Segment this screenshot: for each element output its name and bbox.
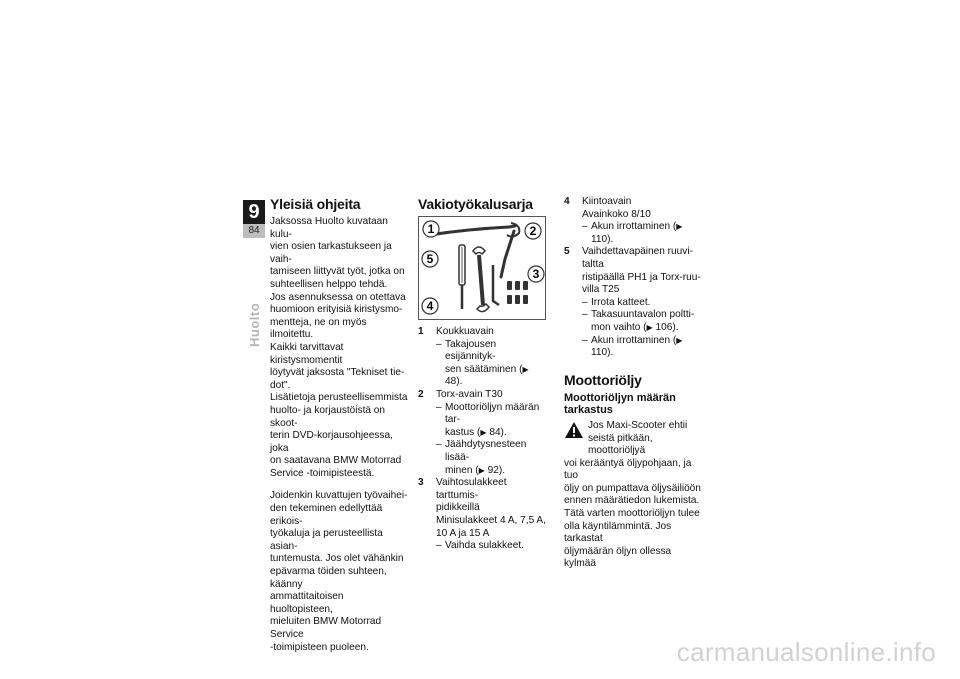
tool-usage: [582, 297, 704, 310]
text-line: mieluiten BMW Motorrad Service: [270, 616, 382, 640]
text-line: huomioon erityisiä kiristysmo-: [270, 304, 403, 316]
subheading-line: tarkastus: [564, 404, 613, 417]
text-line: huolto- ja korjaustöistä on skoot-: [270, 404, 386, 429]
tool-usage: [436, 402, 546, 440]
tool-usage-line: [591, 297, 704, 310]
tool-usage-text: [445, 439, 546, 477]
tool-item-line: ristipäällä PH1 ja Torx-ruu-: [582, 271, 701, 283]
tool-usage-line: [591, 309, 704, 322]
tool-usage-line-text: Moottoriöljyn määrän tar-: [445, 401, 540, 426]
tool-item-line: villa T25: [582, 284, 620, 296]
tool-item-body: [436, 389, 546, 477]
tool-item-number: 3: [418, 477, 424, 489]
warning-line: Jos Maxi-Scooter ehtii: [588, 419, 688, 431]
text-line: vien osien tarkastukseen ja vaih-: [270, 241, 392, 265]
tool-usage: [582, 221, 704, 246]
tool-usage-text: [445, 402, 546, 440]
reference-arrow-icon: ▶: [478, 465, 485, 475]
dash-marker: –: [582, 221, 588, 233]
text-line: Jaksossa Huolto kuvataan kulu-: [270, 216, 388, 240]
chapter-side-label: Huolto: [247, 302, 262, 347]
column-general-instructions: [270, 196, 408, 654]
dash-marker: –: [582, 334, 588, 346]
warning-triangle-icon: [564, 421, 584, 439]
text-line: työkaluja ja perusteellista asian-: [270, 528, 383, 552]
text-line: Service -toimipisteestä.: [270, 467, 375, 479]
tool-item-number: 4: [564, 196, 570, 207]
tool-usage: [436, 439, 546, 477]
tool-item-line: Minisulakkeet 4 A, 7,5 A,: [436, 514, 546, 526]
tool-item-line: Vaihtosulakkeet tarttumis-: [436, 477, 507, 501]
callout-3: 3: [532, 267, 540, 281]
reference-arrow-icon: ▶: [676, 335, 683, 345]
page-reference-number: 110).: [591, 347, 614, 359]
tool-usage-line-text: kastus: [445, 426, 475, 438]
column-toolkit-continued: [564, 196, 704, 571]
subheading-oil-level-check: [564, 392, 704, 417]
tool-usage-line: [445, 364, 546, 389]
reference-arrow-icon: ▶: [646, 322, 653, 332]
body-paragraph: [270, 490, 408, 654]
page-reference-number: 110).: [591, 233, 614, 245]
text-line: Joidenkin kuvattujen työvaihei-: [270, 490, 408, 502]
warning-line: ennen määrätiedon lukemista.: [564, 495, 700, 507]
tool-item-line: pidikkeillä: [436, 502, 480, 514]
callout-4: 4: [426, 299, 434, 313]
reference-arrow-icon: ▶: [480, 427, 487, 437]
tool-item: [564, 196, 704, 246]
column-toolkit: [418, 196, 546, 553]
tool-usage-line-text: minen: [445, 464, 473, 476]
reference-arrow-icon: ▶: [676, 222, 683, 232]
dash-marker: –: [582, 309, 588, 321]
tool-usage-line: [591, 221, 704, 246]
tool-usage-line: [445, 427, 546, 440]
tool-usage-text: [591, 221, 704, 246]
tool-usage-text: [591, 335, 704, 360]
dash-marker: –: [436, 439, 442, 451]
text-line: Lisätietoja perusteellisemmista: [270, 392, 408, 404]
text-line: ammattitaitoisen huoltopisteen,: [270, 591, 344, 615]
text-line: on saatavana BMW Motorrad: [270, 455, 402, 467]
text-line: dot".: [270, 379, 291, 391]
tool-usage-line-text: Irrota katteet.: [591, 296, 651, 308]
chapter-number: 9: [243, 200, 265, 224]
page-reference-number: 84).: [489, 426, 507, 438]
tool-item: [418, 389, 546, 477]
warning-line: Tätä varten moottoriöljyn tulee: [564, 508, 700, 520]
warning-block: [564, 420, 704, 571]
warning-line: öljymäärän öljyn ollessa kylmää: [564, 545, 672, 570]
text-line: löytyvät jaksosta "Tekniset tie-: [270, 367, 405, 379]
page-reference: (▶ 110).: [591, 334, 683, 359]
tool-usage-line-text: Vaihda sulakkeet.: [445, 540, 524, 552]
tool-usage-line-text: Takasuuntavalon poltti-: [591, 309, 695, 321]
page-reference: (▶ 110).: [591, 221, 683, 245]
warning-text: [564, 420, 704, 571]
dash-marker: –: [436, 540, 442, 552]
body-paragraph: [270, 292, 408, 393]
tool-usage-line-text: sen säätäminen: [445, 363, 517, 375]
page-reference-number: 48).: [445, 376, 463, 388]
tool-item-line: Vaihdettavapäinen ruuvi-: [582, 246, 693, 258]
section-heading-general: Yleisiä ohjeita: [270, 196, 361, 212]
tool-item-line: Torx-avain T30: [436, 388, 503, 400]
tool-usage-text: [591, 297, 704, 310]
tool-item-body: [582, 196, 704, 246]
tool-usage-line: [445, 540, 546, 553]
tool-item-number: 5: [564, 246, 570, 258]
tool-usage-line: [445, 402, 546, 427]
tool-usage-line-text: mon vaihto: [591, 321, 641, 333]
page-reference: (▶ 106).: [640, 321, 679, 333]
text-line: terin DVD-korjausohjeessa, joka: [270, 430, 393, 454]
tool-item-body: [582, 246, 704, 359]
watermark: carmanualsonline.info: [676, 637, 936, 667]
paragraph-gap: [270, 480, 408, 490]
text-line: -toimipisteen puoleen.: [270, 641, 369, 653]
tool-usage-line-text: Takajousen esijännityk-: [445, 338, 497, 363]
tool-item-line: Kiintoavain: [582, 196, 632, 207]
callout-2: 2: [529, 224, 537, 238]
subheading-line: Moottoriöljyn määrän: [564, 391, 676, 404]
tool-usage-line-text: Akun irrottaminen: [591, 221, 671, 233]
text-line: Jos asennuksessa on otettava: [270, 291, 406, 303]
tool-item-line: Koukkuavain: [436, 326, 494, 337]
tool-usage-text: [591, 309, 704, 334]
page-reference: (▶ 48).: [445, 363, 529, 388]
general-paragraphs: [270, 216, 408, 654]
tool-usage: [436, 540, 546, 553]
warning-line: olla käyntilämmintä. Jos tarkastat: [564, 520, 672, 545]
tool-usage-text: [445, 339, 546, 389]
tool-usage-text: [445, 540, 546, 553]
tool-usage-line: [591, 335, 704, 360]
dash-marker: –: [436, 401, 442, 413]
tool-usage-line: [445, 439, 546, 464]
toolkit-items-continued: [564, 196, 704, 360]
body-paragraph: [270, 216, 408, 292]
tool-usage: [582, 309, 704, 334]
warning-line: seistä pitkään, moottoriöljyä: [588, 432, 653, 457]
warning-line: voi kerääntyä öljypohjaan, ja tuo: [564, 457, 692, 482]
text-line: suhteellisen helppo tehdä.: [270, 278, 388, 290]
toolkit-illustration: [419, 217, 545, 319]
page-number: 84: [243, 224, 265, 238]
tool-item-line: Avainkoko 8/10: [582, 208, 651, 220]
tool-item-number: 2: [418, 388, 424, 400]
text-line: den tekeminen edellyttää erikois-: [270, 503, 383, 527]
toolkit-figure: [418, 216, 546, 320]
text-line: mentteja, ne on myös ilmoitettu.: [270, 316, 367, 341]
text-line: epävarma töiden suhteen, käänny: [270, 566, 387, 590]
warning-line: öljy on pumpattava öljysäiliöön: [564, 482, 701, 494]
dash-marker: –: [436, 338, 442, 350]
text-line: tamiseen liittyvät työt, jotka on: [270, 266, 405, 278]
callout-5: 5: [426, 252, 434, 266]
text-line: Kaikki tarvittavat kiristysmomentit: [270, 341, 344, 366]
chapter-tab: [243, 200, 265, 238]
tool-usage-line: [445, 465, 546, 478]
text-line: tuntemusta. Jos olet vähänkin: [270, 553, 404, 565]
tool-item-number: 1: [418, 326, 424, 337]
page-reference: (▶ 92).: [472, 464, 506, 476]
tool-item-line: 10 A ja 15 A: [436, 527, 490, 539]
toolkit-items: [418, 326, 546, 553]
tool-usage: [582, 335, 704, 360]
tool-item-body: [436, 477, 546, 553]
tool-usage-line-text: Akun irrottaminen: [591, 334, 671, 346]
page-reference-number: 106).: [655, 321, 679, 333]
body-paragraph: [270, 392, 408, 480]
section-heading-toolkit: Vakiotyökalusarja: [418, 196, 533, 212]
reference-arrow-icon: ▶: [522, 364, 529, 374]
section-heading-engine-oil: Moottoriöljy: [564, 371, 642, 388]
tool-usage-line-text: Jäähdytysnesteen lisää-: [445, 439, 527, 463]
tool-item-body: [436, 326, 546, 389]
tool-usage-line: [445, 339, 546, 364]
tool-item: [418, 326, 546, 389]
page-reference: (▶ 84).: [474, 426, 507, 438]
tool-item-line: taltta: [582, 258, 604, 270]
dash-marker: –: [582, 296, 588, 308]
callout-1: 1: [427, 222, 435, 236]
page-reference-number: 92).: [487, 464, 506, 476]
tool-item: [418, 477, 546, 553]
tool-usage: [436, 339, 546, 389]
tool-usage-line: [591, 322, 704, 335]
tool-item: [564, 246, 704, 359]
